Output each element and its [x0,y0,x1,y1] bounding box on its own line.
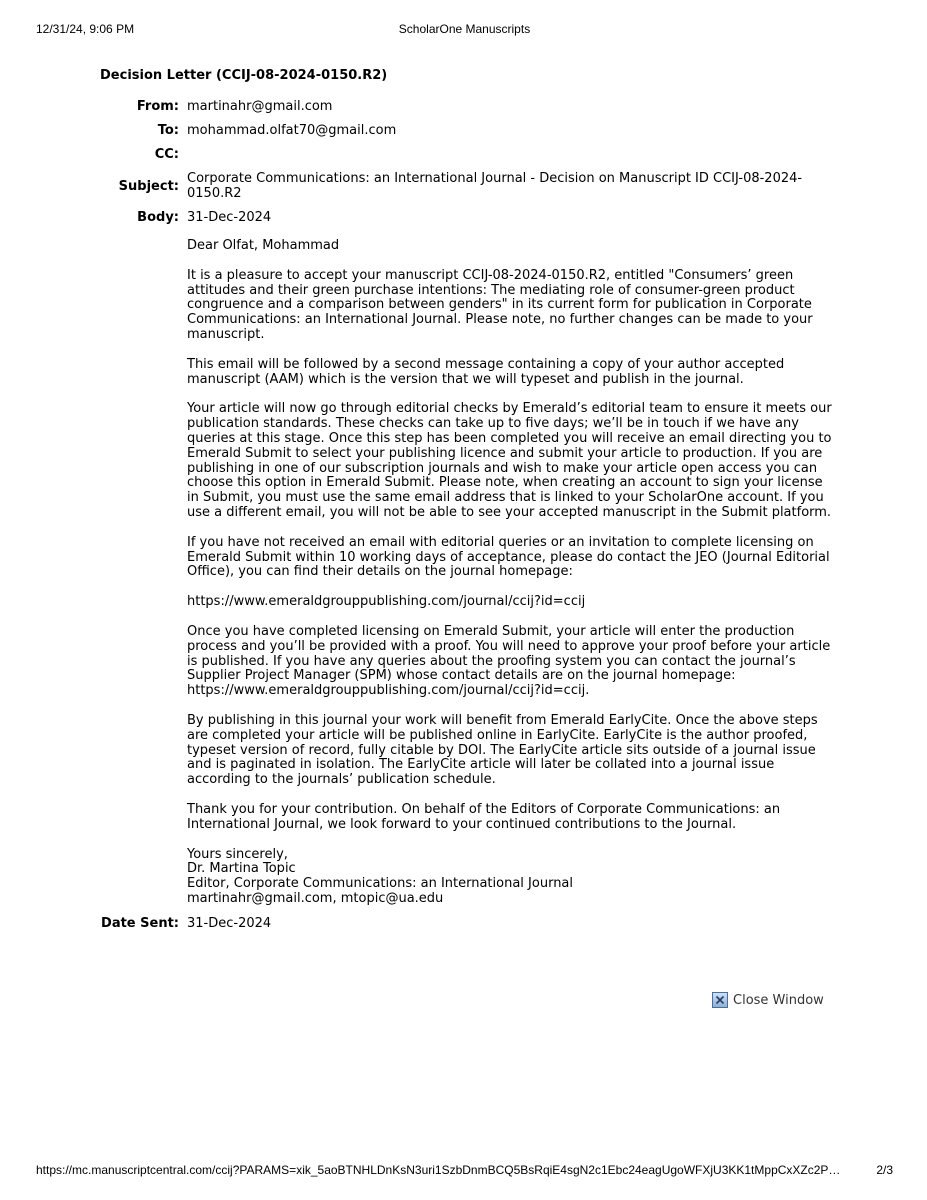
signature-role: Editor, Corporate Communications: an International Journal [187,876,574,892]
letter-fields [96,99,836,931]
body-label: Body: [137,210,179,225]
close-window-icon [712,992,728,1008]
print-datetime: 12/31/24, 9:06 PM [36,22,135,36]
paragraph-licensing: If you have not received an email with editorial queries or an invitation to complete licensing on Emerald Submit within 10 working days of acceptance, please do contact the JEO (Journal Editorial Office), you can find their details on the journal homepage: [187,534,830,580]
greeting: Dear Olfat, Mohammad [187,238,340,253]
print-footer [36,1163,893,1179]
subject-row [96,171,836,210]
to-value: mohammad.olfat70@gmail.com [187,123,397,138]
paragraph-thanks: Thank you for your contribution. On behalf of the Editors of Corporate Communications: an International Journal, we look forward to your continued contributions to the Journal. [187,801,781,832]
signature-name: Dr. Martina Topic [187,861,296,877]
page-title: Decision Letter (CCIJ-08-2024-0150.R2) [100,68,388,83]
close-window-label: Close Window [733,992,824,1008]
from-row [96,99,836,123]
from-value: martinahr@gmail.com [187,99,333,114]
print-header [36,22,893,38]
paragraph-editorial-checks: Your article will now go through editorial checks by Emerald’s editorial team to ensure it meets our publication standards. These checks can take up to five days; we’ll be in touch if we have any queries at this stage. Once this step has been completed you will receive an email directing you to Emerald Submit to select your publishing licence and submit your article to production. If you are publishing in one of our subscription journals and wish to make your article open access you can choose this option in Emerald Submit. Please note, when creating an account to sign your license in Submit, you must use the same email address that is linked to your ScholarOne account. If you use a different email, you will not be able to see your accepted manuscript in the Submit platform. [187,401,832,520]
paragraph-acceptance: It is a pleasure to accept your manuscript CCIJ-08-2024-0150.R2, entitled "Consumers’ green attitudes and their green purchase intentions: The mediating role of consumer-green product congruence and a comparison between genders" in its current form for publication in Corporate Communications: an International Journal. Please note, no further changes can be made to your manuscript. [187,267,813,342]
journal-homepage-link: https://www.emeraldgrouppublishing.com/journal/ccij?id=ccij [187,594,586,610]
from-label: From: [136,99,179,114]
letter-body [187,210,836,916]
body-date: 31-Dec-2024 [187,210,272,225]
page-number: 2/3 [876,1163,893,1177]
paragraph-earlycite: By publishing in this journal your work will benefit from Emerald EarlyCite. Once the above steps are completed your article will be published online in EarlyCite. EarlyCite is the author proofed, typeset version of record, fully citable by DOI. The EarlyCite article sits outside of a journal issue and is paginated in isolation. The EarlyCite article will later be collated into a journal issue according to the journals’ publication schedule. [187,712,818,788]
subject-value: Corporate Communications: an International Journal - Decision on Manuscript ID CCIJ-08-2024-0150.R2 [187,171,803,201]
print-page-title: ScholarOne Manuscripts [398,22,531,36]
body-row [96,210,836,916]
signature [187,848,836,907]
close-window-button[interactable] [712,992,824,1008]
signature-closing: Yours sincerely, [187,846,288,862]
to-label: To: [157,123,179,138]
cc-row [96,147,836,171]
cc-label: CC: [154,147,179,162]
cc-value [187,147,836,171]
page-url: https://mc.manuscriptcentral.com/ccij?PARAMS=xik_5aoBTNHLDnKsN3uri1SzbDnmBCQ5BsRqiE4sgN2c1Ebc24eagUgoWFXjU3KK1tMppCxXZc2P… [36,1163,841,1177]
subject-label: Subject: [118,178,179,194]
paragraph-aam: This email will be followed by a second message containing a copy of your author accepted manuscript (AAM) which is the version that we will typeset and publish in the journal. [187,356,785,387]
to-row [96,123,836,147]
date-sent-row [96,916,836,931]
paragraph-production: Once you have completed licensing on Emerald Submit, your article will enter the production process and you’ll be provided with a proof. You will need to approve your proof before your article is published. If you have any queries about the proofing system you can contact the journal’s Supplier Project Manager (SPM) whose contact details are on the journal homepage: https://www.emeraldgrouppublishing.com/journal/ccij?id=ccij. [187,623,831,699]
date-sent-value: 31-Dec-2024 [187,915,272,931]
date-sent-label: Date Sent: [101,915,179,931]
signature-emails: martinahr@gmail.com, mtopic@ua.edu [187,890,444,906]
